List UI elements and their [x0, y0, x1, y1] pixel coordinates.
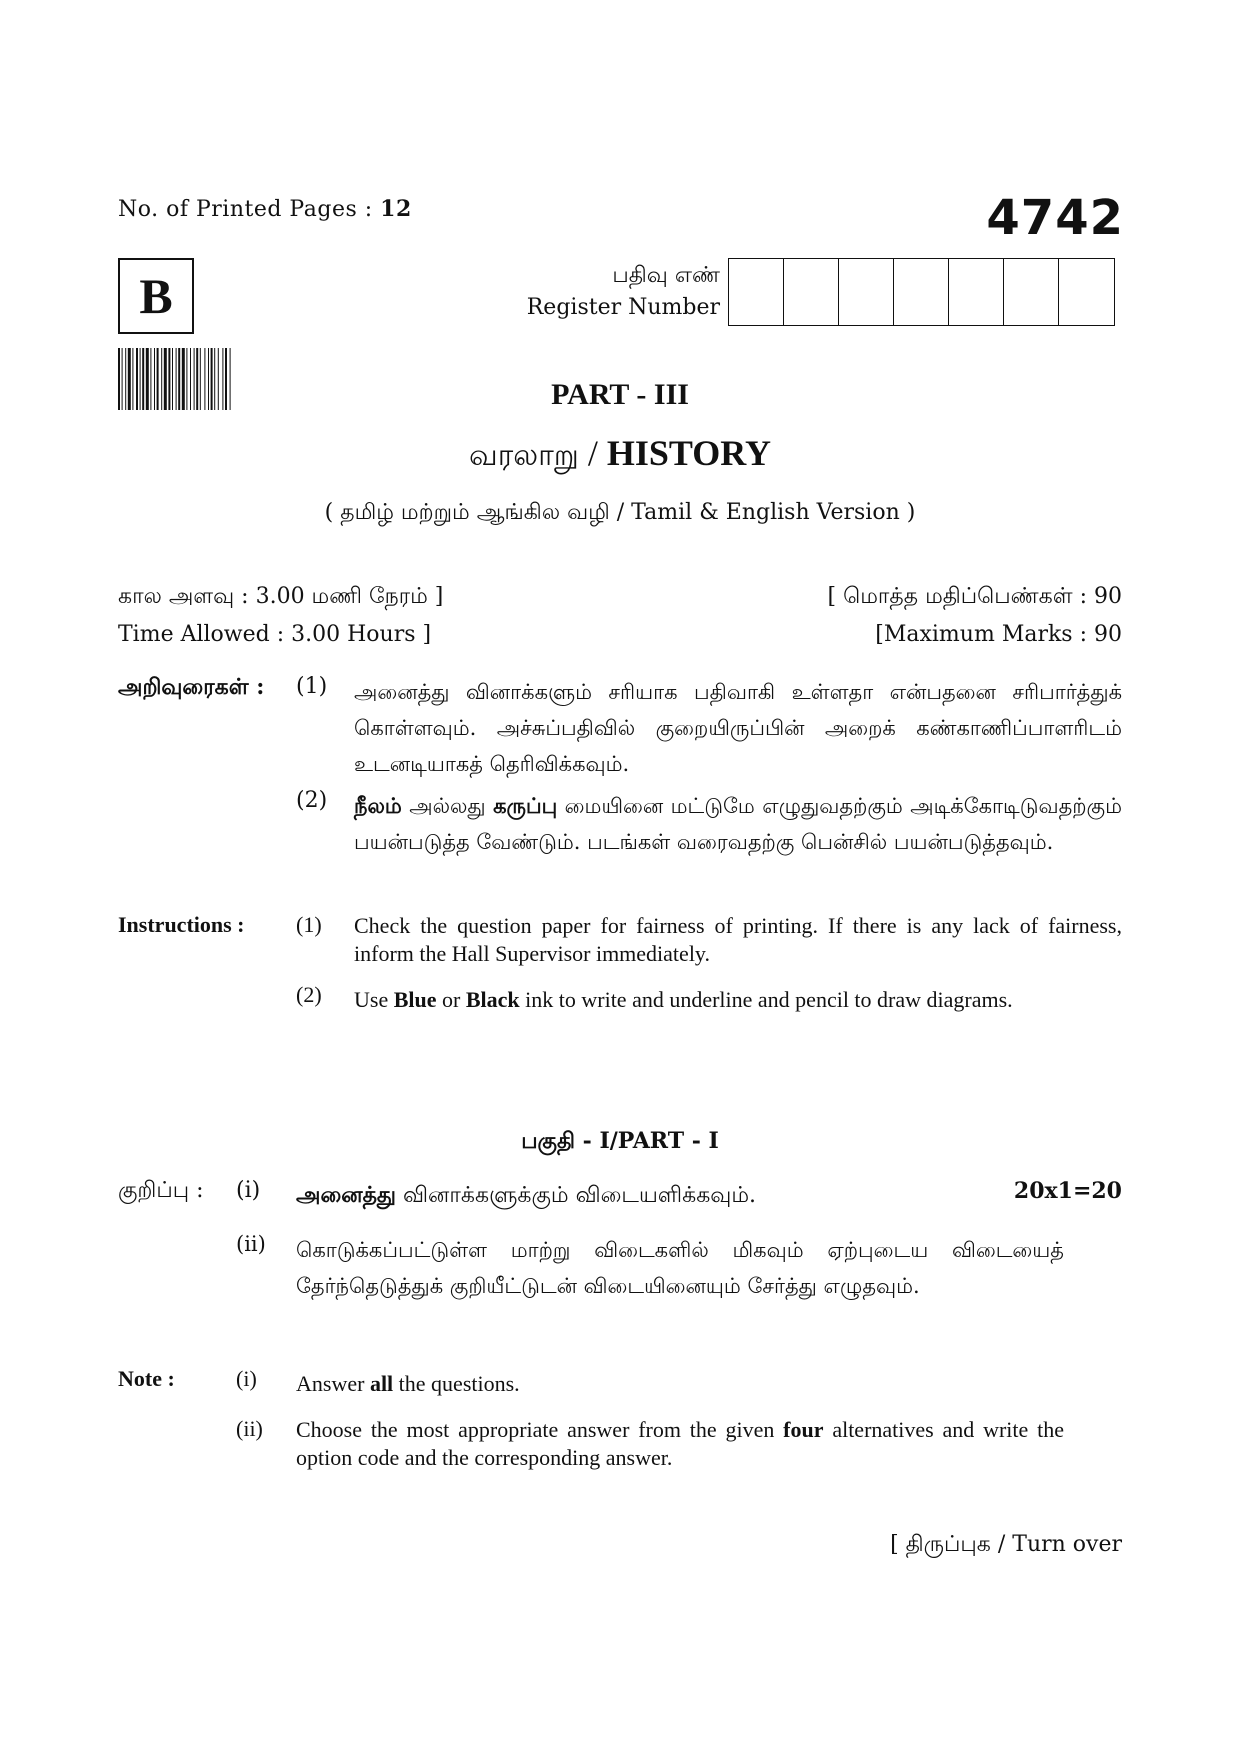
register-digit-box[interactable] — [1059, 259, 1114, 325]
printed-pages-value: 12 — [380, 196, 412, 222]
instruction-rest: மையினை மட்டுமே எழுதுவதற்கும் அடிக்கோடிடுவதற்கும் பயன்படுத்த வேண்டும். படங்கள் வரைவதற்கு பென்சில் பயன்படுத்தவும். — [354, 794, 1122, 854]
instruction-number: (2) — [296, 788, 328, 813]
instruction-text: Check the question paper for fairness of printing. If there is any lack of fairness, inform the Hall Supervisor immediately. — [354, 913, 1122, 966]
register-digit-box[interactable] — [784, 259, 839, 325]
note-text — [296, 1366, 1064, 1401]
note-rest: the questions. — [393, 1371, 520, 1396]
instructions-english-label: Instructions : — [118, 912, 245, 937]
instruction-number: (1) — [296, 674, 328, 699]
time-english: Time Allowed : 3.00 Hours ] — [118, 622, 432, 647]
note-text: கொடுக்கப்பட்டுள்ள மாற்று விடைகளில் மிகவும் ஏற்புடைய விடையைத் தேர்ந்தெடுத்துக் குறியீட்டுடன் விடையினையும் சேர்த்து எழுதவும். — [296, 1238, 1064, 1298]
note-pre: Answer — [296, 1371, 370, 1396]
note-number: (i) — [236, 1366, 257, 1391]
register-digit-box[interactable] — [894, 259, 949, 325]
time-marks-english — [118, 622, 1122, 647]
note-number: (ii) — [236, 1416, 263, 1441]
instruction-pre: Use — [354, 987, 394, 1012]
instruction-number: (1) — [296, 912, 322, 937]
marks-allocation: 20x1=20 — [1013, 1178, 1122, 1204]
ink-or: or — [436, 987, 466, 1012]
note-tamil-label: குறிப்பு : — [118, 1178, 204, 1203]
paper-code: 4742 — [986, 190, 1124, 246]
instruction-rest: ink to write and underline and pencil to draw diagrams. — [519, 987, 1013, 1012]
subject-tamil: வரலாறு — [468, 439, 579, 472]
register-digit-box[interactable] — [1004, 259, 1059, 325]
note-number: (i) — [236, 1178, 261, 1203]
printed-pages-label: No. of Printed Pages : — [118, 197, 373, 222]
printed-pages — [118, 196, 412, 222]
part1-heading: பகுதி - I/PART - I — [521, 1128, 719, 1154]
ink-blue: Blue — [393, 987, 437, 1012]
note-rest: வினாக்களுக்கும் விடையளிக்கவும். — [396, 1183, 757, 1208]
note-bold: four — [783, 1417, 824, 1442]
instruction-text — [354, 788, 1122, 860]
note-text — [296, 1178, 896, 1213]
note-english-label: Note : — [118, 1366, 175, 1391]
register-label-tamil: பதிவு எண் — [612, 263, 720, 288]
marks-tamil: [ மொத்த மதிப்பெண்கள் : 90 — [827, 584, 1122, 609]
version-line: ( தமிழ் மற்றும் ஆங்கில வழி / Tamil & English Version ) — [324, 500, 916, 525]
time-marks-tamil — [118, 584, 1122, 612]
instruction-text: அனைத்து வினாக்களும் சரியாக பதிவாகி உள்ளதா என்பதனை சரிபார்த்துக் கொள்ளவும். அச்சுப்பதிவில் குறையிருப்பின் அறைக் கண்காணிப்பாளரிடம் உடனடியாகத் தெரிவிக்கவும். — [354, 680, 1122, 776]
register-number-label — [527, 260, 720, 324]
ink-or-tamil: அல்லது — [401, 794, 494, 818]
note-bold: அனைத்து — [296, 1182, 397, 1208]
note-bold: all — [369, 1371, 394, 1396]
note-rest: alternatives and write the option code and the corresponding answer. — [296, 1417, 1064, 1470]
instructions-tamil-label: அறிவுரைகள் : — [118, 674, 265, 700]
register-digit-box[interactable] — [839, 259, 894, 325]
marks-english: [Maximum Marks : 90 — [875, 622, 1122, 647]
ink-black: Black — [465, 987, 520, 1012]
register-digit-box[interactable] — [949, 259, 1004, 325]
instruction-text — [354, 982, 1122, 1017]
subject-separator: / — [587, 433, 598, 473]
ink-blue-tamil: நீலம் — [354, 793, 402, 818]
note-number: (ii) — [236, 1232, 266, 1256]
subject-title — [0, 432, 1240, 477]
subject-english: HISTORY — [606, 433, 772, 473]
series-code-box: B — [118, 258, 194, 334]
turn-over: [ திருப்புக / Turn over — [890, 1532, 1122, 1557]
note-text — [296, 1416, 1064, 1472]
ink-black-tamil: கருப்பு — [493, 793, 558, 818]
instruction-number: (2) — [296, 982, 322, 1007]
note-pre: Choose the most appropriate answer from the given — [296, 1417, 784, 1442]
register-label-english: Register Number — [526, 295, 720, 320]
register-number-boxes[interactable] — [728, 258, 1115, 326]
part-title: PART - III — [551, 378, 689, 411]
time-tamil: கால அளவு : 3.00 மணி நேரம் ] — [118, 584, 444, 609]
register-digit-box[interactable] — [729, 259, 784, 325]
